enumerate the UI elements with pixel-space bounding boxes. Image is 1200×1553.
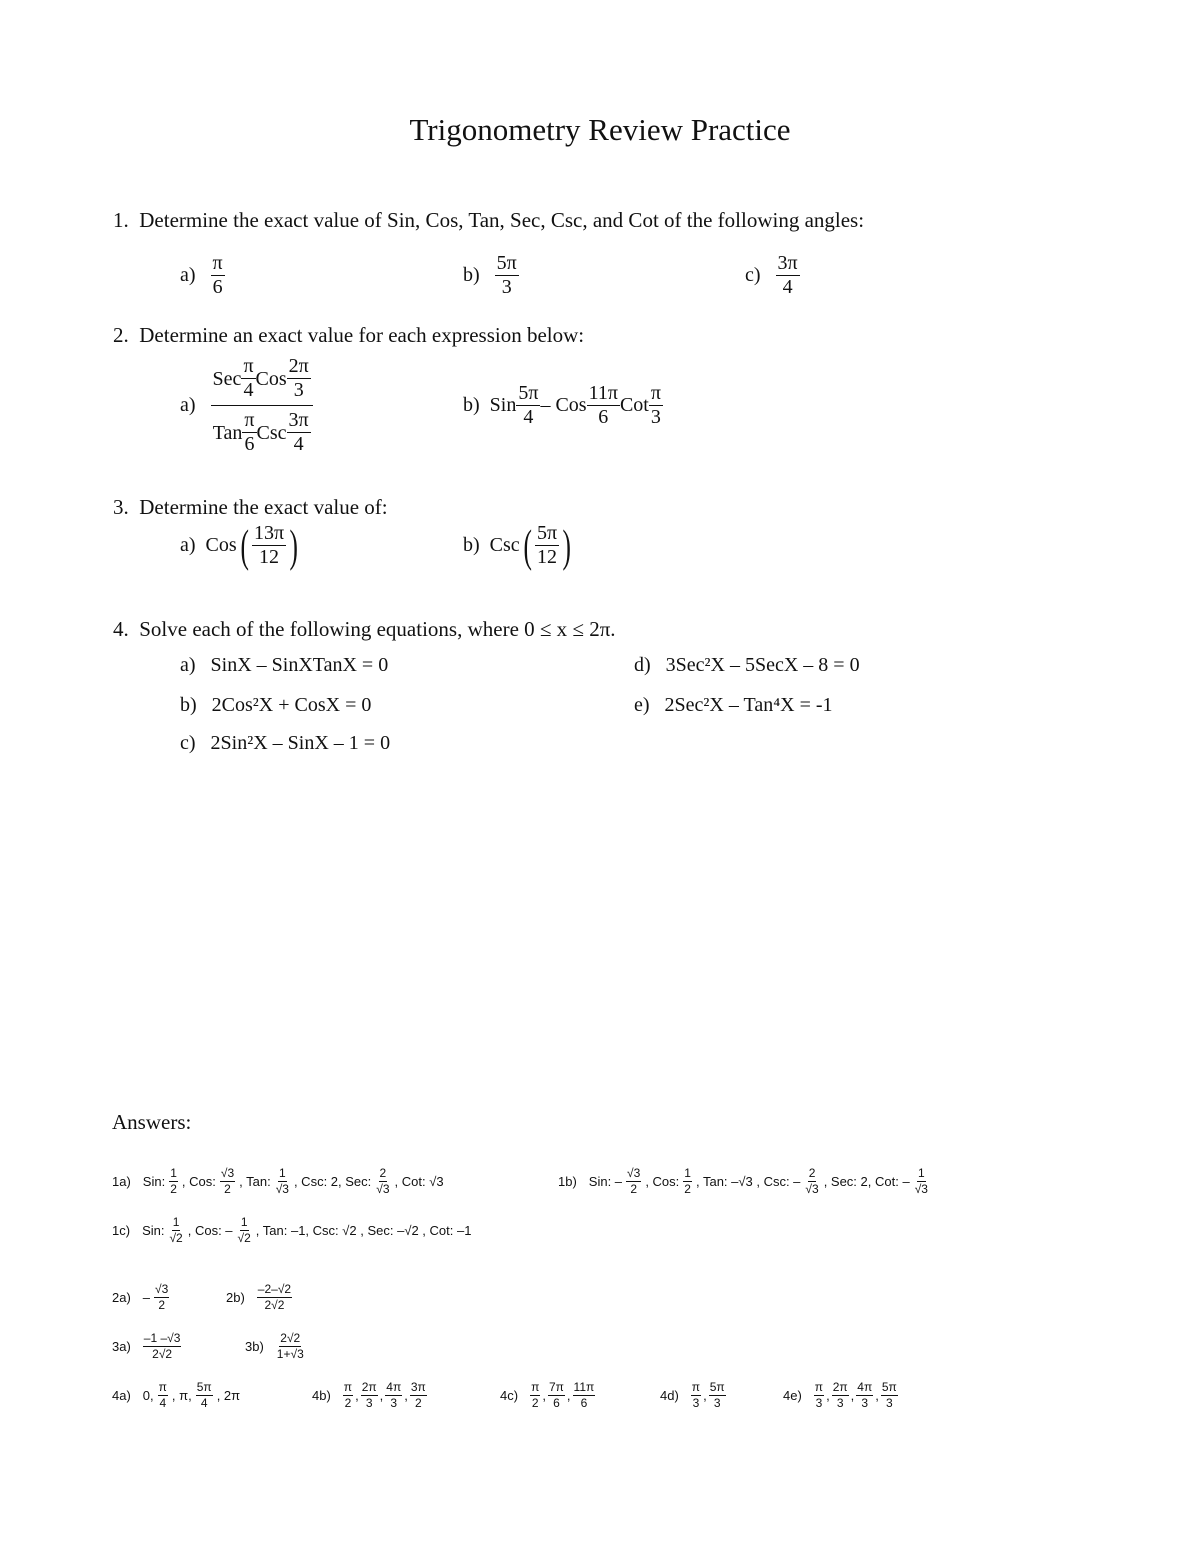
question-number: 2. [113,323,129,347]
question-number: 4. [113,617,129,641]
part-label: a) [180,394,196,416]
compound-fraction: Sec $\frac{\pi}{4}$ Cos $\frac{2\pi}{3}$ Tan $\frac{\pi}{6}$ Csc $\frac{3\pi}{4}$ [211,355,313,456]
q4-part-b: b) 2Cos²X + CosX = 0 [180,694,372,716]
question-text: Determine an exact value for each expression below: [139,323,585,347]
page-title: Trigonometry Review Practice [409,112,791,147]
question-4 [113,617,616,642]
fraction: $\frac{\pi}{6}$ [212,252,223,298]
answer-1a: 1a) Sin: $\frac{1}{2}$ , Cos: $\frac{√3}{2}$ , Tan: $\frac{1}{√3}$ , Csc: 2, Sec: $\frac{2}{√3}$ , Cot: √3 [112,1166,444,1196]
question-number: 3. [113,495,129,519]
part-label: b) [463,534,480,556]
answer-4e: 4e) $\frac{\pi}{3}$ , $\frac{2\pi}{3}$ , $\frac{4\pi}{3}$ , $\frac{5\pi}{3}$ [783,1380,897,1410]
question-3 [113,495,388,520]
question-2 [113,323,584,348]
fraction: $\frac{5\pi}{3}$ [496,252,517,298]
question-1 [113,208,864,233]
q2-part-a [180,355,313,456]
answers-heading: Answers: [112,1110,192,1134]
part-label: b) [463,394,480,416]
q1-part-b [463,252,519,299]
answer-2b: 2b) $\frac{-2-√2}{2√2}$ [226,1282,292,1312]
q2-part-b: b) Sin $\frac{5\pi}{4}$ – Cos $\frac{11\pi}{6}$ Cot $\frac{\pi}{3}$ [463,382,661,428]
q1-part-a [180,252,225,299]
question-number: 1. [113,208,129,232]
answer-4c: 4c) $\frac{\pi}{2}$ , $\frac{7\pi}{6}$ , $\frac{11\pi}{6}$ [500,1380,595,1410]
part-label: c) [745,264,761,286]
answer-4b: 4b) $\frac{\pi}{2}$ , $\frac{2\pi}{3}$ , $\frac{4\pi}{3}$ , $\frac{3\pi}{2}$ [312,1380,426,1410]
part-label: a) [180,534,196,556]
answer-4a: 4a) 0, $\frac{\pi}{4}$ , π, $\frac{5\pi}{4}$ , 2π [112,1380,241,1410]
q4-part-a: a) SinX – SinXTanX = 0 [180,654,389,676]
question-text: Solve each of the following equations, where 0 ≤ x ≤ 2π. [139,617,616,641]
answer-2a: 2a) – $\frac{√3}{2}$ [112,1282,169,1312]
q4-part-e: e) 2Sec²X – Tan⁴X = -1 [634,694,833,716]
fraction: $\frac{3\pi}{4}$ [777,252,798,298]
q3-part-a: a) Cos ( $\frac{13\pi}{12}$ ) [180,519,298,571]
q4-part-d: d) 3Sec²X – 5SecX – 8 = 0 [634,654,860,676]
part-label: a) [180,264,196,286]
q1-part-c [745,252,800,299]
q3-part-b: b) Csc ( $\frac{5\pi}{12}$ ) [463,519,571,571]
answer-1b: 1b) Sin: – $\frac{√3}{2}$ , Cos: $\frac{1}{2}$ , Tan: –√3 , Csc: – $\frac{2}{√3}$ , Sec: 2, Cot: – $\frac{1}{√3}$ [558,1166,928,1196]
answer-4d: 4d) $\frac{\pi}{3}$ , $\frac{5\pi}{3}$ [660,1380,725,1410]
question-text: Determine the exact value of Sin, Cos, Tan, Sec, Csc, and Cot of the following angles: [139,208,865,232]
part-label: b) [463,264,480,286]
question-text: Determine the exact value of: [139,495,388,519]
answer-3a: 3a) $\frac{-1 -√3}{2√2}$ [112,1331,181,1361]
answer-1c: 1c) Sin: $\frac{1}{√2}$ , Cos: – $\frac{1}{√2}$ , Tan: –1, Csc: √2 , Sec: –√2 , Cot: –1 [112,1215,472,1245]
q4-part-c: c) 2Sin²X – SinX – 1 = 0 [180,732,391,754]
answer-3b: 3b) $\frac{2√2}{1+√3}$ [245,1331,304,1361]
